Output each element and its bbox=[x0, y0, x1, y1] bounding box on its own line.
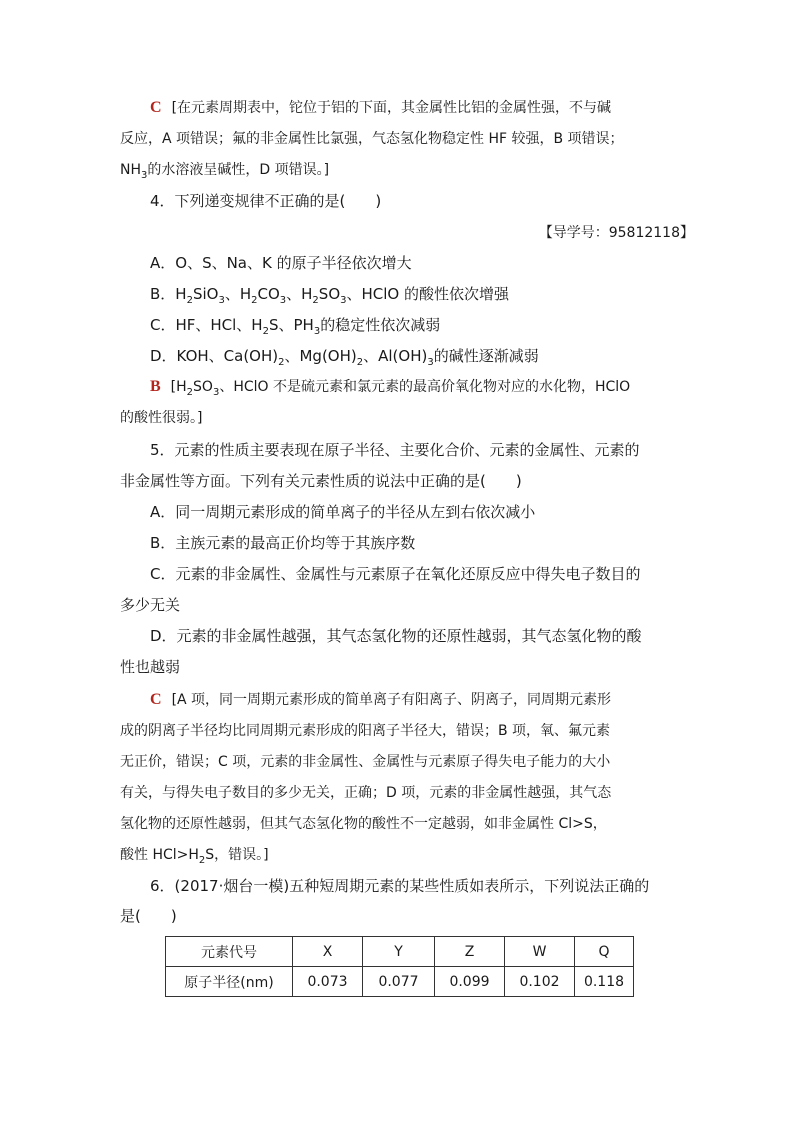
guide-number: 【导学号：95812118】 bbox=[538, 225, 694, 241]
table-header-cell: Q bbox=[575, 937, 634, 967]
q5-option-a: A．同一周期元素形成的简单离子的半径从左到右依次减小 bbox=[150, 503, 536, 521]
table-header-row bbox=[166, 937, 634, 967]
q5-explanation-line6: 酸性 $HCl>H_2S$，错误。] bbox=[120, 847, 269, 866]
q4-option-d: D．KOH、$Ca(OH)_2$、$Mg(OH)_2$、$Al(OH)_3$的碱性逐渐减弱 bbox=[150, 347, 539, 368]
q3-explanation-line3: $NH_3$的水溶液呈碱性，D 项错误。] bbox=[120, 162, 330, 181]
q5-option-c-line1: C．元素的非金属性、金属性与元素原子在氧化还原反应中得失电子数目的 bbox=[150, 565, 641, 583]
q5-option-c-line2: 多少无关 bbox=[120, 596, 181, 614]
q6-stem-line2: 是( ) bbox=[120, 907, 177, 925]
table-header-cell: 元素代号 bbox=[166, 937, 293, 967]
table-header-cell: X bbox=[293, 937, 363, 967]
q4-explanation-line2: 的酸性很弱。] bbox=[120, 410, 203, 426]
q5-explanation-line1: C [A 项，同一周期元素形成的简单离子有阳离子、阴离子，同周期元素形 bbox=[150, 691, 612, 708]
q4-option-c: C．HF、HCl、$H_2S$、$PH_3$的稳定性依次减弱 bbox=[150, 316, 441, 337]
table-cell: 原子半径(nm) bbox=[166, 967, 293, 997]
q5-explanation-line5: 氢化物的还原性越弱，但其气态氢化物的酸性不一定越弱，如非金属性 Cl>S， bbox=[120, 816, 607, 832]
table-cell: 0.099 bbox=[435, 967, 505, 997]
table-cell: 0.102 bbox=[505, 967, 575, 997]
element-properties-table bbox=[165, 936, 634, 997]
q3-explanation-line2: 反应，A 项错误；氟的非金属性比氯强，气态氢化物稳定性 HF 较强，B 项错误； bbox=[120, 131, 624, 147]
table-row bbox=[166, 967, 634, 997]
q5-option-b: B．主族元素的最高正价均等于其族序数 bbox=[150, 534, 416, 552]
q4-answer: B bbox=[150, 378, 161, 395]
q5-answer: C bbox=[150, 691, 162, 708]
q5-option-d-line1: D．元素的非金属性越强，其气态氢化物的还原性越弱，其气态氢化物的酸 bbox=[150, 627, 642, 645]
q5-explanation-line3: 无正价，错误；C 项，元素的非金属性、金属性与元素原子得失电子能力的大小 bbox=[120, 754, 611, 770]
q5-stem-line1: 5．元素的性质主要表现在原子半径、主要化合价、元素的金属性、元素的 bbox=[150, 441, 640, 459]
table-header-cell: Z bbox=[435, 937, 505, 967]
table-cell: 0.073 bbox=[293, 967, 363, 997]
q6-stem-line1: 6．(2017·烟台一模)五种短周期元素的某些性质如表所示，下列说法正确的 bbox=[150, 877, 650, 895]
q4-stem: 4．下列递变规律不正确的是( ) bbox=[150, 192, 382, 210]
q3-answer: C bbox=[150, 99, 162, 116]
table-header-cell: W bbox=[505, 937, 575, 967]
table-cell: 0.077 bbox=[363, 967, 435, 997]
q4-option-b: B．$H_2SiO_3$、$H_2CO_3$、$H_2SO_3$、HClO 的酸性依次增强 bbox=[150, 285, 509, 306]
q3-explanation-line1: C [在元素周期表中，铊位于铝的下面，其金属性比铝的金属性强，不与碱 bbox=[150, 99, 612, 116]
q5-explanation-line4: 有关，与得失电子数目的多少无关，正确；D 项，元素的非金属性越强，其气态 bbox=[120, 785, 612, 801]
table-cell: 0.118 bbox=[575, 967, 634, 997]
table-header-cell: Y bbox=[363, 937, 435, 967]
q5-explanation-line2: 成的阴离子半径均比同周期元素形成的阳离子半径大，错误；B 项，氧、氟元素 bbox=[120, 723, 611, 739]
q4-option-a: A．O、S、Na、K 的原子半径依次增大 bbox=[150, 254, 412, 272]
q5-stem-line2: 非金属性等方面。下列有关元素性质的说法中正确的是( ) bbox=[120, 472, 522, 490]
q5-option-d-line2: 性也越弱 bbox=[120, 658, 181, 676]
q4-explanation-line1: B [$H_2SO_3$、HClO 不是硫元素和氯元素的最高价氧化物对应的水化物，HClO bbox=[150, 378, 631, 398]
